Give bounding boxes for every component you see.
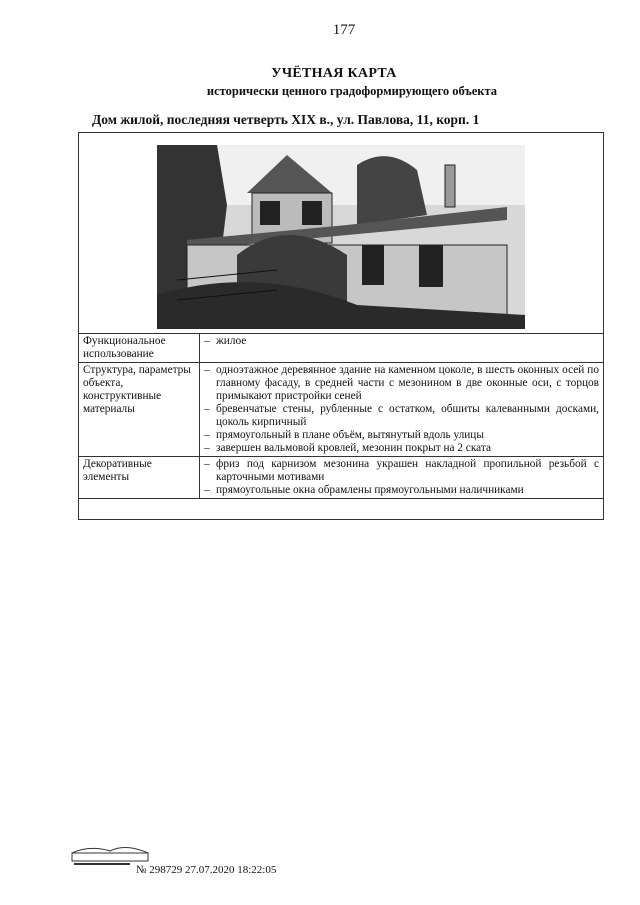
- table-row: [79, 457, 604, 499]
- attributes-table: [78, 333, 604, 499]
- list-item: – фриз под карнизом мезонина украшен накладной пропильной резьбой с карточными мотивами: [204, 458, 599, 484]
- registration-number: № 298729 27.07.2020 18:22:05: [136, 864, 277, 876]
- document-subtitle: исторически ценного градоформирующего объекта: [206, 84, 498, 98]
- list-item: – одноэтажное деревянное здание на каменном цоколе, в шесть оконных осей по главному фасаду, в средней части с мезонином в две оконные оси, с торцов примыкают пристройки сеней: [204, 364, 599, 403]
- house-photo: [157, 145, 525, 329]
- list-item: – бревенчатые стены, рубленные с остатком, обшиты калеванными досками, цоколь кирпичный: [204, 403, 599, 429]
- list-item: – жилое: [204, 335, 599, 348]
- list-item: – прямоугольный в плане объём, вытянутый вдоль улицы: [204, 429, 599, 442]
- table-row: [79, 363, 604, 457]
- document-title: УЧЁТНАЯ КАРТА: [271, 66, 397, 81]
- object-name: Дом жилой, последняя четверть XIX в., ул. Павлова, 11, корп. 1: [92, 112, 480, 127]
- row-label: Декоративные элементы: [79, 457, 200, 499]
- table-row: [79, 334, 604, 363]
- row-label: Функциональное использование: [79, 334, 200, 363]
- row-label: Структура, параметры объекта, конструктивные материалы: [79, 363, 200, 457]
- page-number: 177: [332, 22, 356, 38]
- list-item: – прямоугольные окна обрамлены прямоугольными наличниками: [204, 484, 599, 497]
- list-item: – завершен вальмовой кровлей, мезонин покрыт на 2 ската: [204, 442, 599, 455]
